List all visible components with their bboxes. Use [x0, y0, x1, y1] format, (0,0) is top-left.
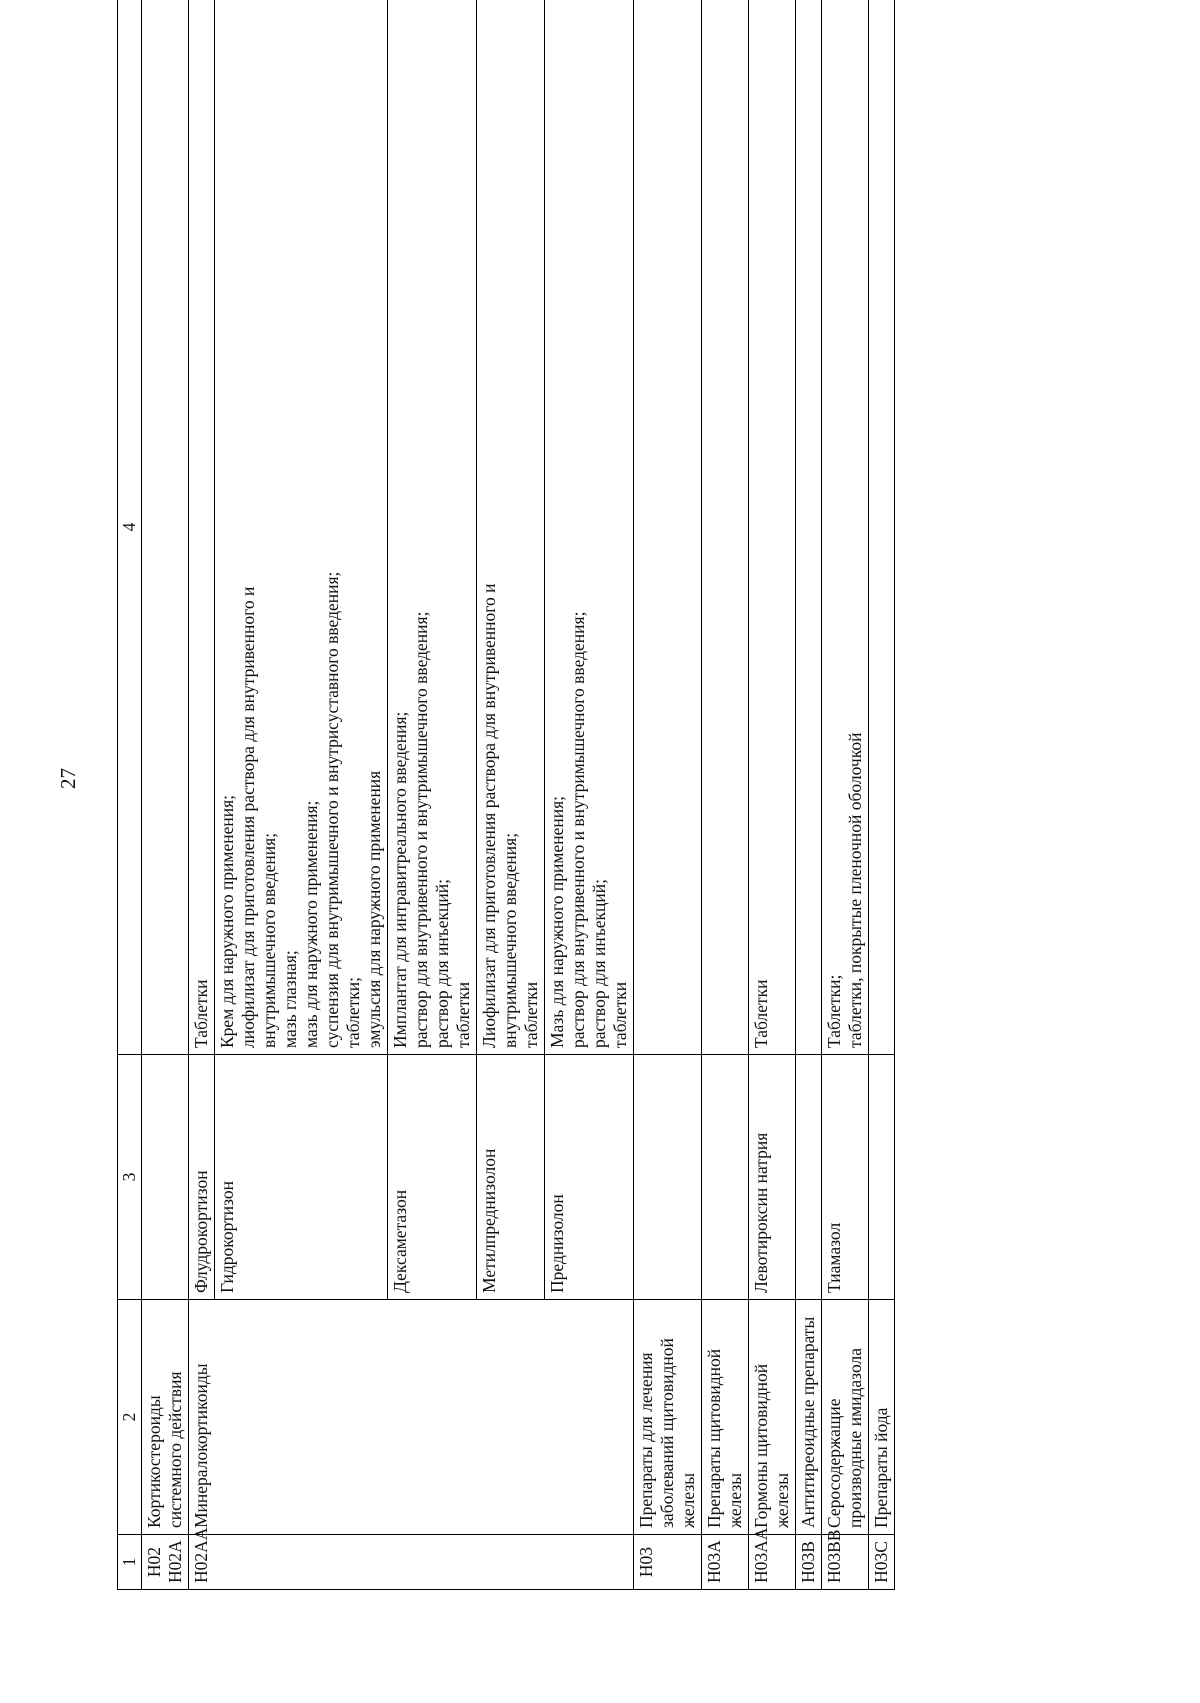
- dosage-forms: Таблетки: [749, 0, 796, 1055]
- table-row: [189, 0, 215, 1590]
- drug-classification-table: [117, 0, 895, 1590]
- table-row: [869, 0, 895, 1590]
- atc-code: H03BB: [822, 1535, 869, 1590]
- group-name: Антитиреоидные препараты: [796, 1300, 822, 1535]
- group-name: Гормоны щитовидной железы: [749, 1300, 796, 1535]
- column-number-4: 4: [118, 0, 142, 1055]
- table-row: [749, 0, 796, 1590]
- page-number: 27: [56, 768, 80, 789]
- dosage-forms: [634, 0, 702, 1055]
- group-name: Серосодержащие производные имидазола: [822, 1300, 869, 1535]
- dosage-forms: Имплантат для интравитреального введения; раствор для внутривенного и внутримышечного введения; раствор для инъекций; таблетки: [388, 0, 477, 1055]
- drug-name: [796, 1055, 822, 1300]
- table-row: [634, 0, 702, 1590]
- drug-name: Флудрокортизон: [189, 1055, 215, 1300]
- dosage-forms: [796, 0, 822, 1055]
- drug-name: [142, 1055, 189, 1300]
- drug-name: [634, 1055, 702, 1300]
- dosage-forms: Таблетки; таблетки, покрытые пленочной оболочкой: [822, 0, 869, 1055]
- dosage-forms: Таблетки: [189, 0, 215, 1055]
- column-number-2: 2: [118, 1300, 142, 1535]
- dosage-forms: [142, 0, 189, 1055]
- drug-name: Метилпреднизолон: [477, 1055, 545, 1300]
- column-number-3: 3: [118, 1055, 142, 1300]
- drug-name: Левотироксин натрия: [749, 1055, 796, 1300]
- dosage-forms: [869, 0, 895, 1055]
- atc-code: H03C: [869, 1535, 895, 1590]
- atc-code: H03A: [702, 1535, 749, 1590]
- rotated-drug-table-page: [117, 0, 1092, 1590]
- group-name: Препараты щитовидной железы: [702, 1300, 749, 1535]
- atc-code: H02 H02A: [142, 1535, 189, 1590]
- table-row: [822, 0, 869, 1590]
- drug-name: Дексаметазон: [388, 1055, 477, 1300]
- dosage-forms: Крем для наружного применения; лиофилизат для приготовления раствора для внутривенного и внутримышечного введения; мазь глазная; мазь для наружного применения; суспензия для внутримышечного и внутрисуставного введения; таблетки; эмульсия для наружного применения: [215, 0, 388, 1055]
- group-name: Препараты для лечения заболеваний щитовидной железы: [634, 1300, 702, 1535]
- atc-code: H03: [634, 1535, 702, 1590]
- table-row: [796, 0, 822, 1590]
- atc-code: H03B: [796, 1535, 822, 1590]
- column-number-row: [118, 0, 142, 1590]
- drug-name: Преднизолон: [545, 1055, 634, 1300]
- column-number-1: 1: [118, 1535, 142, 1590]
- atc-code: H02AA: [189, 1535, 634, 1590]
- group-name: Препараты йода: [869, 1300, 895, 1535]
- dosage-forms: Мазь для наружного применения; раствор для внутривенного и внутримышечного введения; раствор для инъекций; таблетки: [545, 0, 634, 1055]
- group-name: Кортикостероиды системного действия: [142, 1300, 189, 1535]
- group-name: Минералокортикоиды: [189, 1300, 634, 1535]
- table-row: [702, 0, 749, 1590]
- dosage-forms: Лиофилизат для приготовления раствора для внутривенного и внутримышечного введения; таблетки: [477, 0, 545, 1055]
- drug-name: [869, 1055, 895, 1300]
- atc-code: H03AA: [749, 1535, 796, 1590]
- drug-name: [702, 1055, 749, 1300]
- table-row: [142, 0, 189, 1590]
- dosage-forms: [702, 0, 749, 1055]
- drug-name: Гидрокортизон: [215, 1055, 388, 1300]
- drug-name: Тиамазол: [822, 1055, 869, 1300]
